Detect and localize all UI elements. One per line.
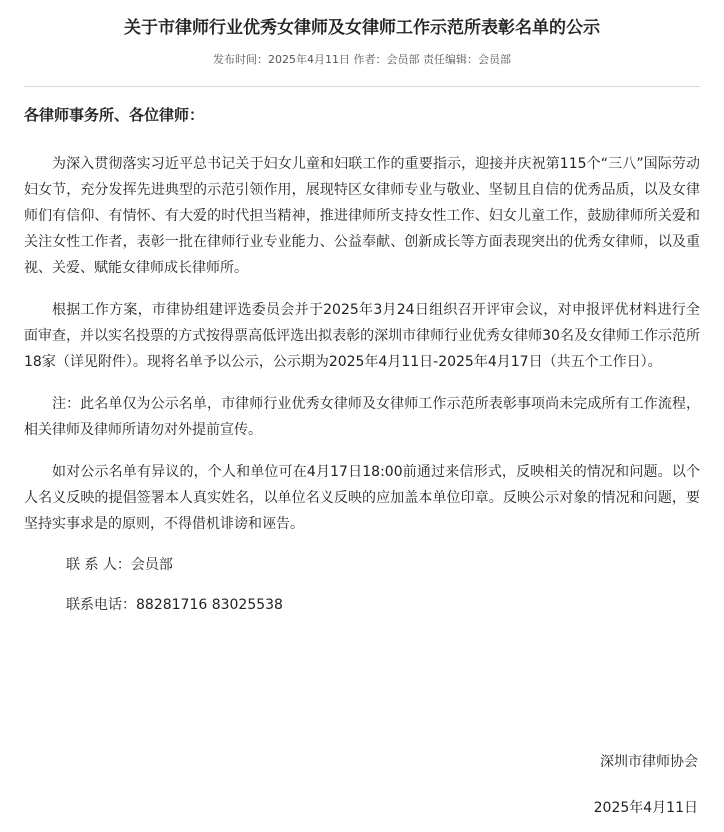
paragraph-process: 根据工作方案，市律协组建评选委员会并于2025年3月24日组织召开评审会议，对申报评优材料进行全面审查，并以实名投票的方式按得票高低评选出拟表彰的深圳市律师行业优秀女律师30名及女律师工作示范所18家（详见附件）。现将名单予以公示，公示期为2025年4月11日-2025年4月17日（共五个工作日）。 (24, 302, 700, 370)
contact-person: 联 系 人：会员部 (66, 557, 173, 573)
editor-label: 责任编辑： (423, 53, 478, 66)
paragraph-objection: 如对公示名单有异议的，个人和单位可在4月17日18:00前通过来信形式，反映相关的情况和问题。以个人名义反映的提倡签署本人真实姓名，以单位名义反映的应加盖本单位印章。反映公示对象的情况和问题，要坚持实事求是的原则，不得借机诽谤和诬告。 (24, 464, 700, 532)
paragraph-note: 注：此名单仅为公示名单，市律师行业优秀女律师及女律师工作示范所表彰事项尚未完成所有工作流程，相关律师及律师所请勿对外提前宣传。 (24, 396, 700, 438)
article-meta (0, 52, 724, 68)
paragraph-intro: 为深入贯彻落实习近平总书记关于妇女儿童和妇联工作的重要指示，迎接并庆祝第115个“三八”国际劳动妇女节，充分发挥先进典型的示范引领作用，展现特区女律师专业与敬业、坚韧且自信的优秀品质，以及女律师们有信仰、有情怀、有大爱的时代担当精神，推进律师所支持女性工作、妇女儿童工作，鼓励律师所关爱和关注女性工作者，表彰一批在律师行业专业能力、公益奉献、创新成长等方面表现突出的优秀女律师，以及重视、关爱、赋能女律师成长律师所。 (24, 156, 700, 276)
author-label: 作者： (353, 53, 387, 66)
author-name: 会员部 (386, 53, 420, 66)
article-body (24, 103, 700, 617)
publish-label: 发布时间： (213, 53, 268, 66)
header-divider (24, 86, 700, 87)
signature-organization: 深圳市律师协会 (600, 754, 698, 770)
contact-phone: 联系电话：88281716 83025538 (66, 597, 283, 613)
article-title: 关于市律师行业优秀女律师及女律师工作示范所表彰名单的公示 (124, 18, 600, 38)
editor-name: 会员部 (478, 53, 511, 66)
signature-date: 2025年4月11日 (593, 800, 698, 816)
publish-date: 2025年4月11日 (268, 53, 350, 66)
salutation: 各律师事务所、各位律师： (24, 106, 205, 124)
